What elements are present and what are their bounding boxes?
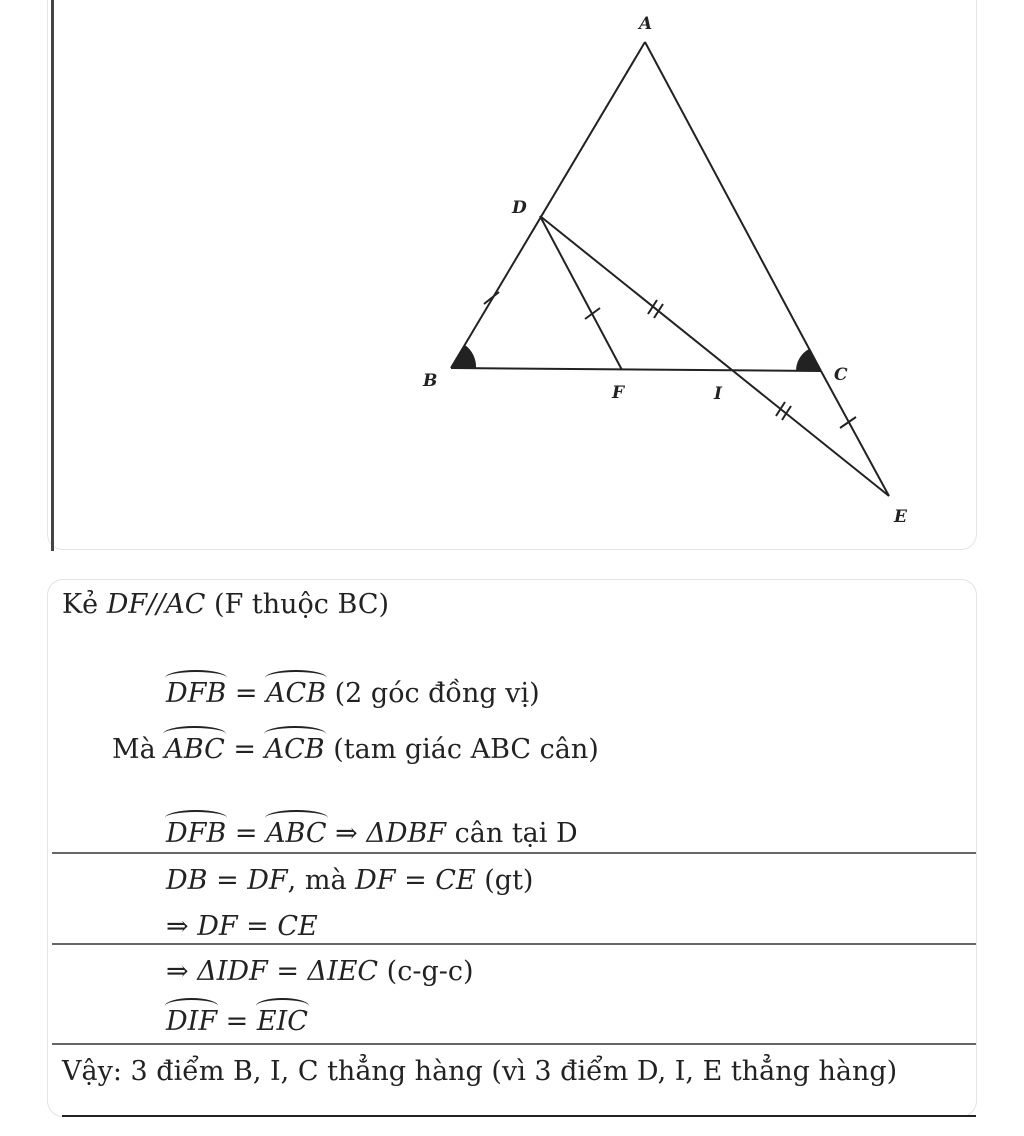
proof-line-2: DFB = ACB (2 góc đồng vị) xyxy=(166,668,540,711)
label-e: E xyxy=(894,507,907,527)
segment-bc xyxy=(451,368,821,371)
proof-line-3: Mà ABC = ACB (tam giác ABC cân) xyxy=(112,724,599,767)
segment-ce xyxy=(821,371,889,496)
tick-db xyxy=(484,292,499,304)
segment-df xyxy=(540,216,622,370)
segment-ab xyxy=(451,42,645,368)
proof-line-7: ⇒ ΔIDF = ΔIEC (c-g-c) xyxy=(166,956,474,987)
tick-ie-2 xyxy=(782,406,791,420)
tick-di-2 xyxy=(654,304,663,318)
proof-card xyxy=(47,579,977,1117)
angle-mark-b xyxy=(451,345,476,368)
proof-line-4: DFB = ABC ⇒ ΔDBF cân tại D xyxy=(166,808,578,851)
proof-line-1: Kẻ DF//AC (F thuộc BC) xyxy=(62,589,390,620)
divider-3 xyxy=(52,1043,976,1045)
angle-mark-c xyxy=(796,349,821,371)
label-b: B xyxy=(423,371,438,391)
segment-de xyxy=(540,216,889,496)
tick-di-1 xyxy=(648,300,657,314)
tick-ie-1 xyxy=(776,402,785,416)
label-c: C xyxy=(834,365,848,385)
proof-line-5: DB = DF, mà DF = CE (gt) xyxy=(166,865,534,896)
label-i: I xyxy=(714,384,722,404)
proof-line-6: ⇒ DF = CE xyxy=(166,911,318,942)
divider-2 xyxy=(52,943,976,945)
label-a: A xyxy=(639,14,653,34)
label-f: F xyxy=(612,383,625,403)
proof-line-conclusion: Vậy: 3 điểm B, I, C thẳng hàng (vì 3 điểm D, I, E thẳng hàng) xyxy=(62,1056,898,1087)
proof-line-8: DIF = EIC xyxy=(166,996,308,1039)
tick-df xyxy=(585,308,600,319)
proof-bottom-rule xyxy=(62,1115,976,1117)
divider-1 xyxy=(52,852,976,854)
label-d: D xyxy=(512,198,527,218)
geometry-figure xyxy=(0,0,1024,560)
